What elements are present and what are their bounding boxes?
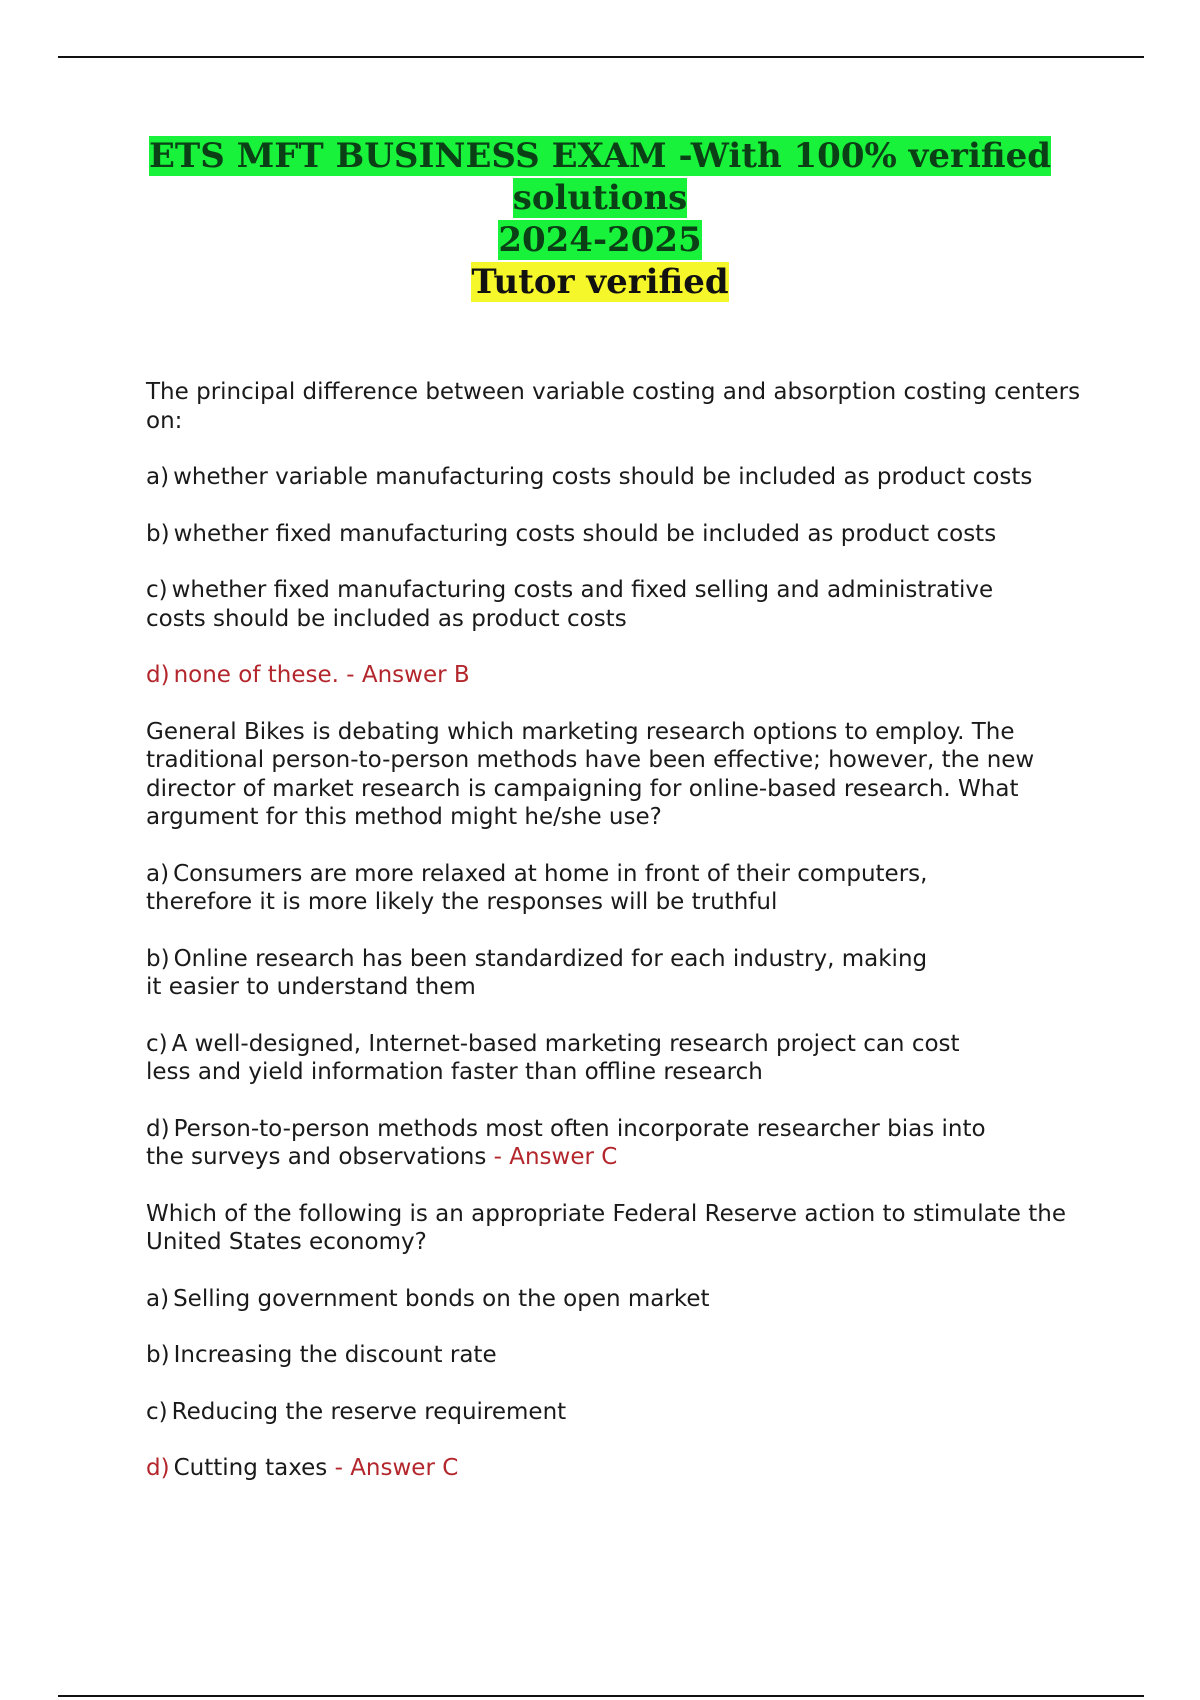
question-2-option-a: a) Consumers are more relaxed at home in front of their computers, therefore it is more likely the responses will be truthful	[146, 860, 928, 915]
document-title	[100, 135, 1100, 303]
question-3-option-b: b) Increasing the discount rate	[146, 1342, 497, 1368]
question-3-option-a: a) Selling government bonds on the open market	[146, 1285, 710, 1312]
title-line-2: 2024-2025	[498, 220, 702, 260]
question-3-text: Which of the following is an appropriate Federal Reserve action to stimulate the United States economy?	[146, 1200, 1066, 1255]
question-2-option-d: d) Person-to-person methods most often incorporate researcher bias into the surveys and observations - Answer C	[146, 1115, 986, 1170]
question-2-option-c: c) A well-designed, Internet-based marketing research project can cost less and yield information faster than offline research	[146, 1030, 960, 1085]
top-rule	[58, 56, 1144, 58]
bottom-rule	[58, 1695, 1144, 1697]
question-1-option-d: d) none of these. - Answer B	[146, 662, 470, 688]
question-3-answer: - Answer C	[327, 1455, 459, 1481]
question-3-option-c: c) Reducing the reserve requirement	[146, 1398, 567, 1425]
question-2-text: General Bikes is debating which marketing research options to employ. The traditional person-to-person methods have been effective; however, the new director of market research is campaigning for online-based research. What argument for this method might he/she use?	[146, 718, 1035, 830]
question-1-option-b: b) whether fixed manufacturing costs should be included as product costs	[146, 520, 997, 547]
question-1-option-a: a) whether variable manufacturing costs should be included as product costs	[146, 464, 1033, 490]
title-line-3: Tutor verified	[471, 262, 729, 302]
question-list	[146, 378, 1096, 1511]
question-2-option-b: b) Online research has been standardized for each industry, making it easier to understand them	[146, 945, 928, 1000]
question-1-option-c: c) whether fixed manufacturing costs and fixed selling and administrative costs should be included as product costs	[146, 577, 994, 632]
question-1-answer: - Answer B	[338, 662, 470, 688]
question-3-option-d: d) Cutting taxes - Answer C	[146, 1455, 459, 1481]
question-1-text: The principal difference between variable costing and absorption costing centers on:	[146, 379, 1081, 434]
question-2-answer: - Answer C	[486, 1144, 618, 1170]
title-line-1: ETS MFT BUSINESS EXAM -With 100% verified solutions	[149, 136, 1051, 218]
